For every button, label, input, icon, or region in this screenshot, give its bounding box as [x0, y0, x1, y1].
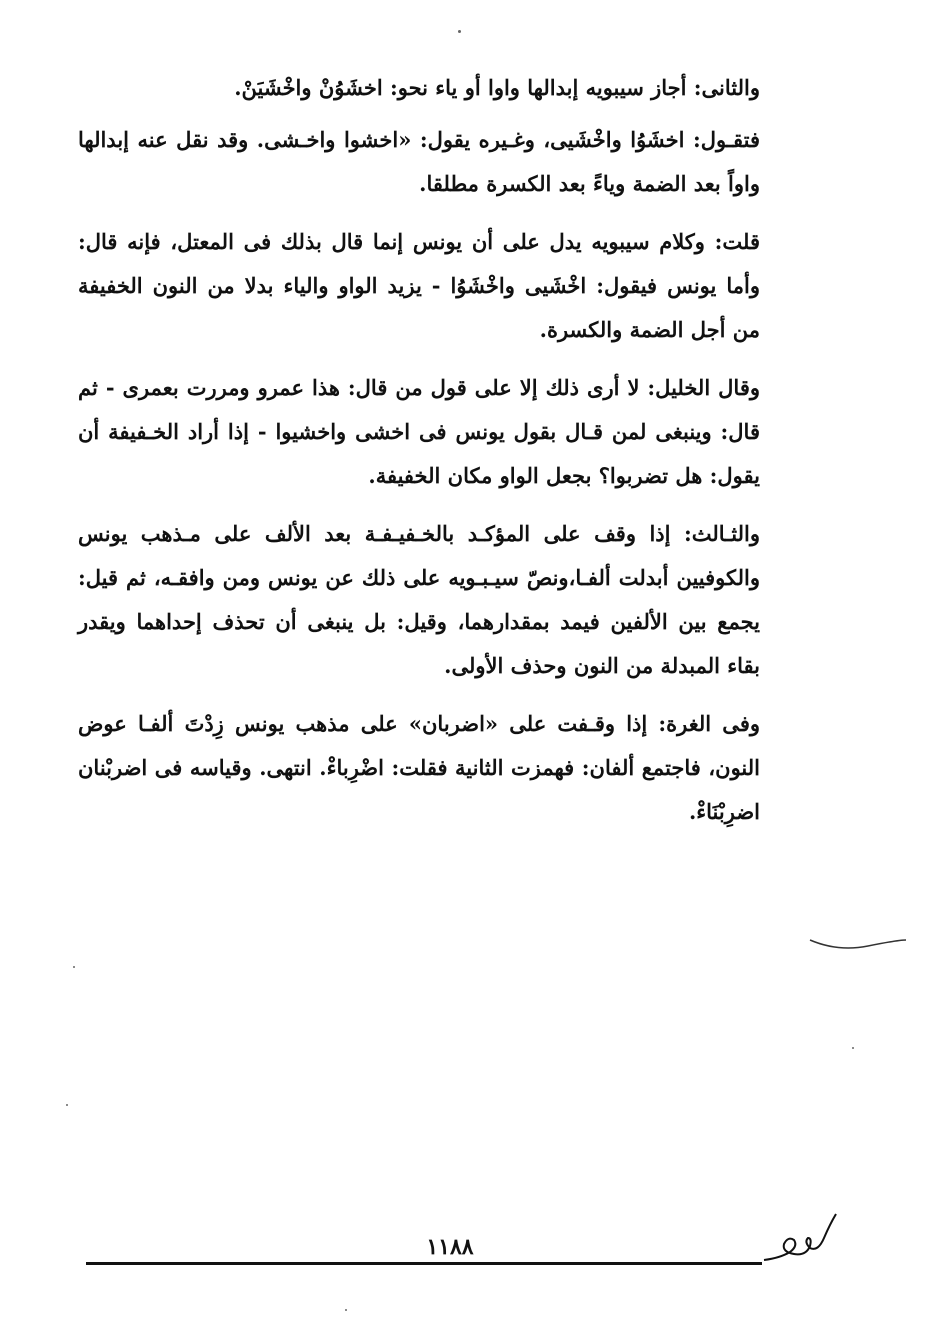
scan-speck — [458, 30, 461, 33]
paragraph-3: قلت: وكلام سيبويه يدل على أن يونس إنما قال بذلك فى المعتل، فإنه قال: وأما يونس فيقول: اخْشَيى واخْشَوُا - يزيد الواو والياء بدلا من النون الخفيفة من أجل الضمة والكسرة. — [78, 229, 760, 342]
paragraph-4: وقال الخليل: لا أرى ذلك إلا على قول من قال: هذا عمرو ومررت بعمرى - ثم قال: وينبغى لمن قـال بقول يونس فى اخشى واخشيوا - إذا أراد الخـفيفة أن يقول: هل تضربوا؟ بجعل الواو مكان الخفيفة. — [78, 375, 760, 488]
scan-speck — [66, 1104, 68, 1106]
scan-speck — [73, 966, 75, 968]
paragraph-6: وفى الغرة: إذا وقـفت على «اضربان» على مذهب يونس زِدْتَ ألفـا عوض النون، فاجتمع ألفان: فهمزت الثانية فقلت: اضْرِباءْ. انتهى. وقياسه فى اضربْنان اضرِبْنَاءْ. — [78, 711, 760, 824]
margin-stroke — [808, 930, 908, 960]
paragraph-2: فتقـول: اخشَوُا واخْشَيى، وغـيره يقول: «اخشوا واخـشى. وقد نقل عنه إبدالها واواً بعد الضمة وياءً بعد الكسرة مطلقا. — [78, 127, 760, 196]
paragraph-5: والثـالث: إذا وقف على المؤكـد بالخـفيـفـة بعد الألف على مـذهب يونس والكوفيين أبدلت ألفـا،ونصّ سيـبـويه على ذلك عن يونس ومن وافقـه، ثم قيل: يجمع بين الألفين فيمد بمقدارهما، وقيل: بل ينبغى أن تحذف إحداهما ويقدر بقاء المبدلة من النون وحذف الأولى. — [78, 521, 760, 678]
signature-mark — [760, 1208, 840, 1268]
paragraph-1: والثانى: أجاز سيبويه إبدالها واوا أو ياء نحو: اخشَوُنْ واخْشَيَنْ. — [234, 75, 760, 100]
scan-speck — [345, 1309, 347, 1311]
footer-rule — [86, 1262, 762, 1265]
scan-speck — [852, 1047, 854, 1049]
page-number: ١١٨٨ — [426, 1234, 474, 1260]
body-text — [78, 66, 760, 848]
